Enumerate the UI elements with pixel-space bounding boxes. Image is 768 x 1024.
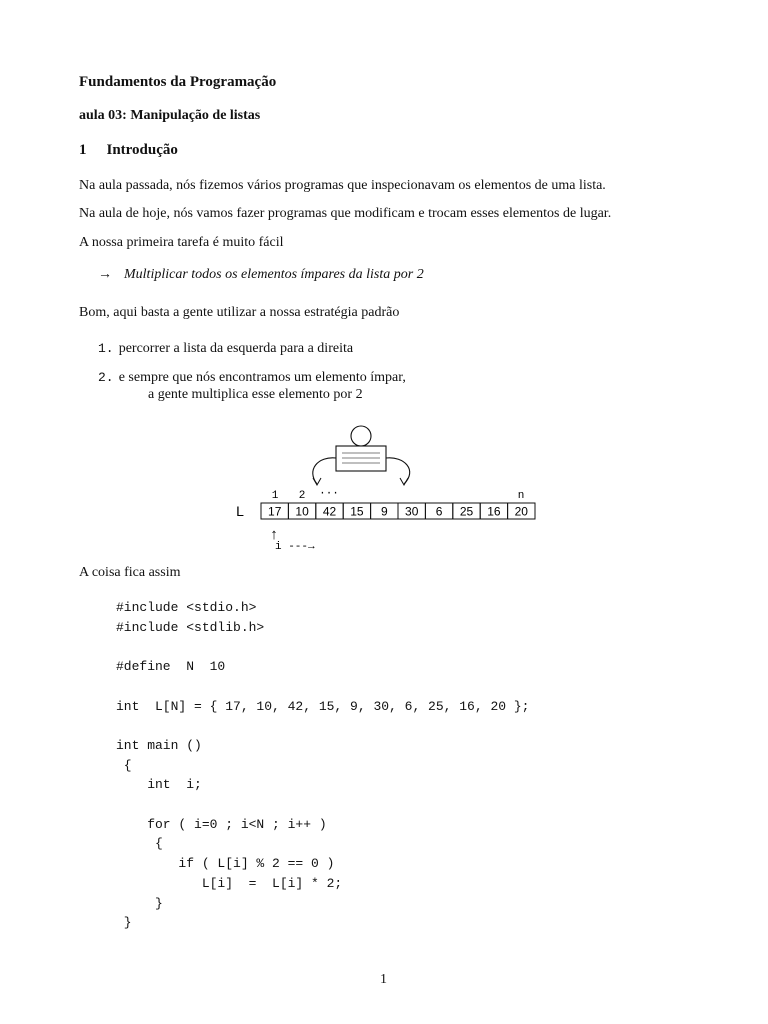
list-item-number: 2. [98, 370, 114, 385]
list-cell-value: 10 [295, 504, 309, 519]
right-arrow-icon: → [98, 267, 112, 282]
paragraph: Na aula passada, nós fizemos vários programas que inspecionavam os elementos de uma lista. [79, 178, 606, 193]
code-intro: A coisa fica assim [79, 565, 181, 580]
code-line: #include <stdio.h> [116, 600, 257, 615]
list-cell-value: 16 [487, 504, 501, 519]
document-title: Fundamentos da Programação [79, 74, 277, 90]
code-line: } [116, 915, 132, 931]
list-cell-value: 42 [322, 504, 337, 519]
paragraph: Na aula de hoje, nós vamos fazer programas que modificam e trocam esses elementos de lugar. [79, 206, 612, 221]
section-title: Introdução [106, 142, 178, 158]
code-line: } [116, 895, 163, 911]
lesson-subtitle: aula 03: Manipulação de listas [79, 108, 261, 123]
list-name-label: L [236, 503, 244, 519]
code-line: int main () [116, 737, 202, 753]
code-line: #define N 10 [116, 659, 226, 675]
index-label-first: 1 [271, 490, 279, 502]
list-cell-value: 9 [380, 504, 388, 519]
list-item-number: 1. [98, 341, 114, 356]
strategy-intro: Bom, aqui basta a gente utilizar a nossa estratégia padrão [79, 305, 400, 320]
code-line: int L[N] = { 17, 10, 42, 15, 9, 30, 6, 25, 16, 20 }; [116, 698, 530, 714]
list-cell-value: 30 [405, 504, 419, 519]
paragraph: A nossa primeira tarefa é muito fácil [79, 235, 284, 250]
page-number: 1 [380, 972, 387, 987]
section-number: 1 [79, 142, 87, 158]
code-line: #include <stdlib.h> [116, 619, 265, 635]
list-item-continuation: a gente multiplica esse elemento por 2 [148, 387, 363, 402]
code-line: int i; [116, 777, 202, 793]
code-line: if ( L[i] % 2 == 0 ) [116, 856, 335, 872]
list-cells [261, 503, 535, 519]
code-line: L[i] = L[i] * 2; [116, 875, 343, 891]
code-line: for ( i=0 ; i<N ; i++ ) [116, 816, 327, 832]
index-label-dots: ··· [319, 488, 339, 500]
list-item-text: e sempre que nós encontramos um elemento ímpar, [118, 370, 406, 385]
robot-head-icon [351, 426, 371, 446]
robot-left-arm-icon [313, 458, 336, 484]
code-line: { [116, 757, 132, 773]
index-label-last: n [517, 490, 525, 502]
pointer-label: i ---→ [275, 541, 315, 553]
list-cell-value: 17 [268, 504, 282, 519]
list-cell-value: 6 [435, 504, 443, 519]
up-arrow-icon: ↑ [270, 527, 278, 543]
list-cell-value: 25 [459, 504, 474, 519]
task-text: Multiplicar todos os elementos ímpares da lista por 2 [124, 267, 424, 282]
robot-body-icon [336, 446, 386, 471]
list-cell-value: 20 [514, 504, 528, 519]
index-label-second: 2 [298, 490, 306, 502]
code-line: { [116, 836, 163, 852]
robot-right-arm-icon [386, 458, 410, 484]
list-item-text: percorrer a lista da esquerda para a direita [118, 341, 354, 356]
list-cell-value: 15 [350, 504, 364, 519]
